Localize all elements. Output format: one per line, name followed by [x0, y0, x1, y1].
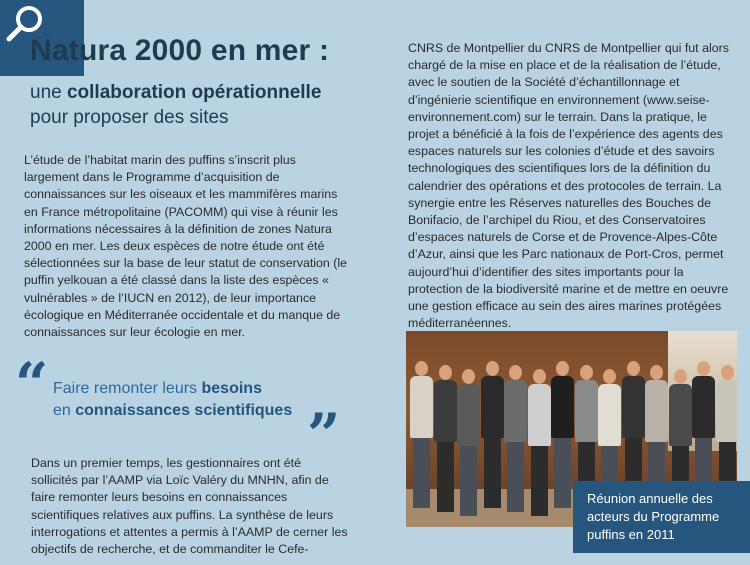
body-paragraph-2: Dans un premier temps, les gestionnaires ont été sollicités par l’AAMP via Loïc Valéry du MNHN, afin de faire remonter leurs besoins en connaissances scientifiques relatives aux puffins. La synthèse de leurs interrogations et attentes a permis à l’AAMP de cerner les objectifs de recherche, et de commanditer le Cefe-: [31, 456, 348, 557]
page-subtitle: [30, 80, 321, 130]
pull-quote-line2-text: en: [53, 401, 76, 419]
pull-quote-line2-bold: connaissances scientifiques: [75, 401, 293, 419]
page-title: Natura 2000 en mer :: [30, 34, 330, 67]
pull-quote-line1-text: Faire remonter leurs: [53, 380, 202, 397]
open-quote-icon: “: [15, 350, 49, 418]
photo-caption: Réunion annuelle des acteurs du Programme puffins en 2011: [573, 481, 750, 553]
pull-quote: [53, 378, 292, 421]
pull-quote-line1-bold: besoins: [201, 380, 262, 397]
subtitle-emphasis: collaboration opérationnelle: [66, 82, 322, 103]
subtitle-prefix: une: [30, 82, 67, 103]
body-paragraph-1: L’étude de l’habitat marin des puffins s’inscrit plus largement dans le Programme d’acquisition de connaissances sur les oiseaux et les mammifères marins en France métropolitaine (PACOMM) qui vise à réunir les informations nécessaires à la définition de zones Natura 2000 en mer. Les deux espèces de notre étude ont été sélectionnées sur la base de leur statut de conservation (le puffin yelkouan a été classé dans la liste des espèces « vulnérables » de l’IUCN en 2012), de leur importance écologique en Méditerranée occidentale et du manque de connaissances sur leur écologie en mer.: [24, 153, 348, 340]
subtitle-line2: pour proposer des sites: [30, 107, 229, 128]
close-quote-icon: ”: [307, 401, 341, 469]
body-paragraph-3: CNRS de Montpellier du CNRS de Montpellier qui fut alors chargé de la mise en place et de la réalisation de l’étude, avec le soutien de la Société d’échantillonnage et d’ingénierie scientifique en environnement (www.seise-environnement.com) sur le terrain. Dans la pratique, le projet a bénéficié à la fois de l’expérience des agents des espaces naturels sur les colonies d’étude et des savoirs technologiques des scientifiques lors de la définition du calendrier des opérations et des protocoles de terrain. La synergie entre les Réserves naturelles des Bouches de Bonifacio, de l’archipel du Riou, et des Conservatoires d’espaces naturels de Corse et de Provence-Alpes-Côte d’Azur, ainsi que les Parc nationaux de Port-Cros, permet aujourd’hui d’identifier des sites importants pour la protection de la biodiversité marine et de mettre en oeuvre une gestion efficace au sein des aires marines protégées méditerranéennes.: [408, 41, 729, 331]
